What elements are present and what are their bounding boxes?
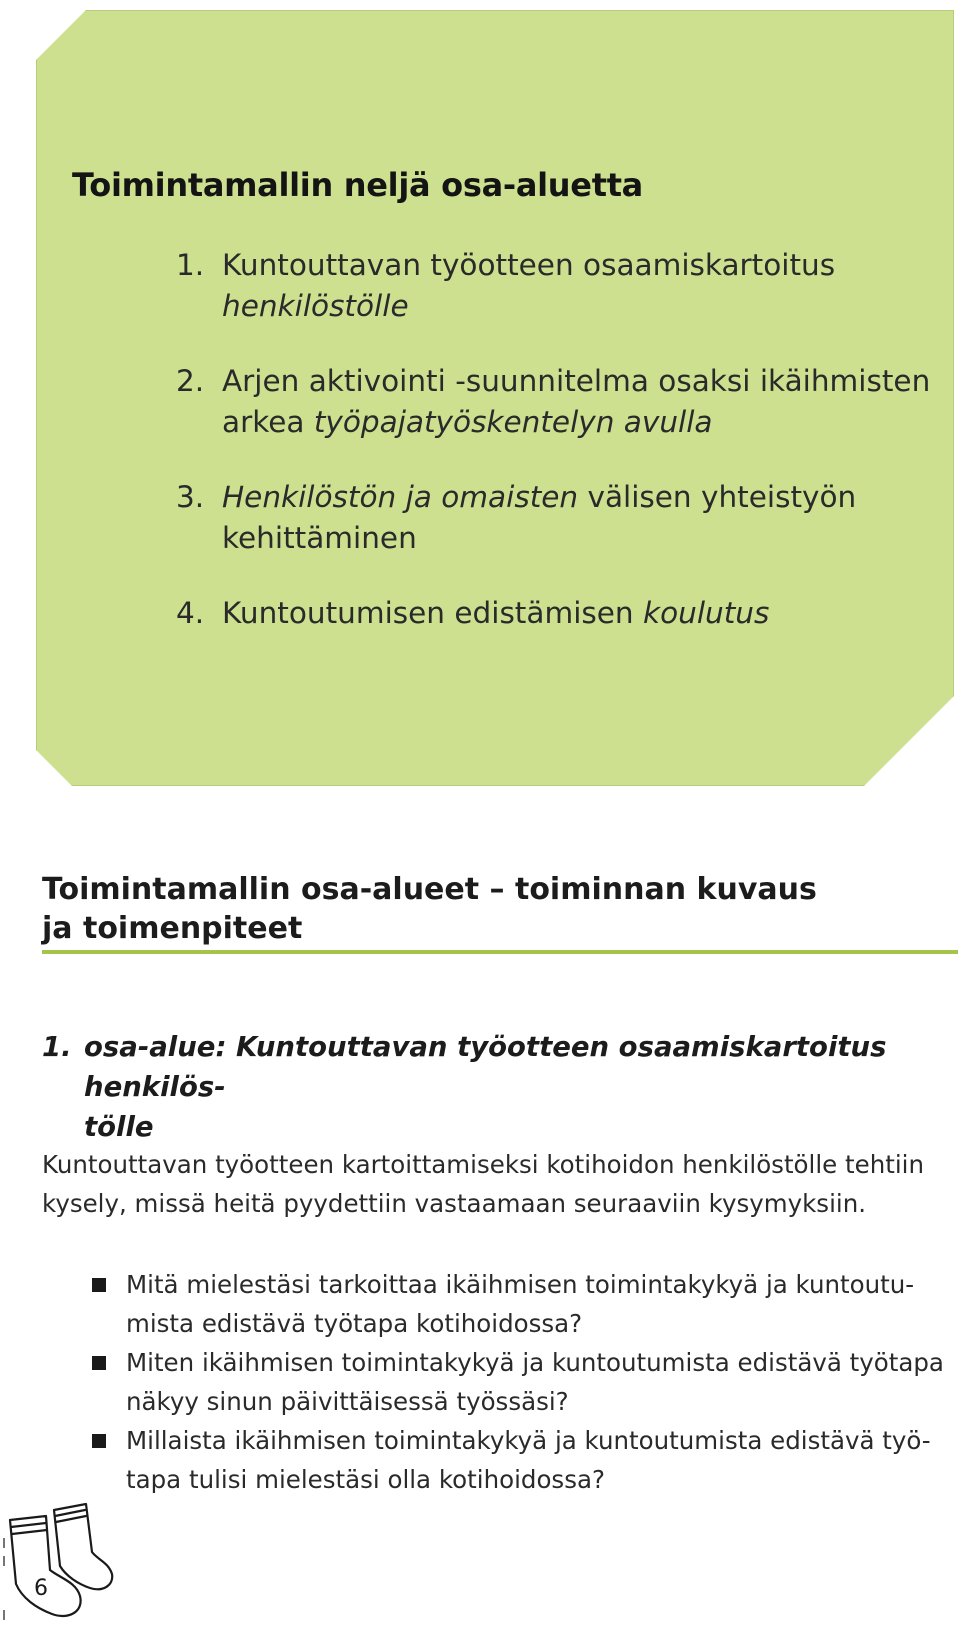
section-title <box>42 870 817 948</box>
socks-icon <box>2 1500 120 1635</box>
question-text-line1: Millaista ikäihmisen toimintakykyä ja kuntoutumista edistävä työ- <box>126 1426 931 1455</box>
model-list-item <box>176 361 960 443</box>
subsection-title-line2: tölle <box>84 1111 154 1143</box>
model-list-item <box>176 593 960 634</box>
question-text-line2: näkyy sinun päivittäisessä työssäsi? <box>126 1387 569 1416</box>
intro-paragraph <box>42 1145 952 1223</box>
paragraph-line2: kysely, missä heitä pyydettiin vastaamaan seuraaviin kysymyksiin. <box>42 1189 867 1218</box>
subsection-number: 1. <box>42 1031 72 1063</box>
question-item <box>42 1265 960 1343</box>
list-item-text: välisen yhteistyön kehittäminen <box>222 480 857 555</box>
subsection-title-line1: osa-alue: Kuntouttavan työotteen osaamiskartoitus henkilös- <box>84 1031 887 1103</box>
section-divider <box>42 950 958 954</box>
list-item-text: Arjen aktivointi -suunnitelma osaksi ikäihmisten arkea <box>222 364 931 439</box>
question-item <box>42 1343 960 1421</box>
square-bullet-icon <box>92 1356 106 1370</box>
question-text-line2: tapa tulisi mielestäsi olla kotihoidossa? <box>126 1465 605 1494</box>
model-list <box>176 245 960 668</box>
subsection-heading <box>42 1027 960 1147</box>
list-item-number: 3. <box>176 480 205 514</box>
list-item-text: koulutus <box>642 596 770 630</box>
list-item-number: 4. <box>176 596 205 630</box>
list-item-text: Kuntoutumisen edistämisen <box>222 596 643 630</box>
list-item-text: Kuntouttavan työotteen osaamiskartoitus <box>222 248 836 282</box>
question-item <box>42 1421 960 1499</box>
question-list <box>42 1265 960 1499</box>
question-text-line1: Mitä mielestäsi tarkoittaa ikäihmisen toimintakykyä ja kuntoutu- <box>126 1270 915 1299</box>
section-title-line1: Toimintamallin osa-alueet – toiminnan kuvaus <box>42 872 817 907</box>
box-title: Toimintamallin neljä osa-aluetta <box>72 166 643 204</box>
model-list-item <box>176 245 960 327</box>
list-item-number: 2. <box>176 364 205 398</box>
list-item-number: 1. <box>176 248 205 282</box>
question-text-line1: Miten ikäihmisen toimintakykyä ja kuntoutumista edistävä työtapa <box>126 1348 944 1377</box>
square-bullet-icon <box>92 1278 106 1292</box>
list-item-text: Henkilöstön ja omaisten <box>222 480 579 514</box>
list-item-text: työpajatyöskentelyn avulla <box>313 405 713 439</box>
page-number: 6 <box>34 1576 48 1601</box>
model-list-item <box>176 477 960 559</box>
question-text-line2: mista edistävä työtapa kotihoidossa? <box>126 1309 583 1338</box>
list-item-text: henkilöstölle <box>222 289 409 323</box>
section-title-line2: ja toimenpiteet <box>42 911 303 946</box>
square-bullet-icon <box>92 1434 106 1448</box>
paragraph-line1: Kuntouttavan työotteen kartoittamiseksi kotihoidon henkilöstölle tehtiin <box>42 1150 924 1179</box>
